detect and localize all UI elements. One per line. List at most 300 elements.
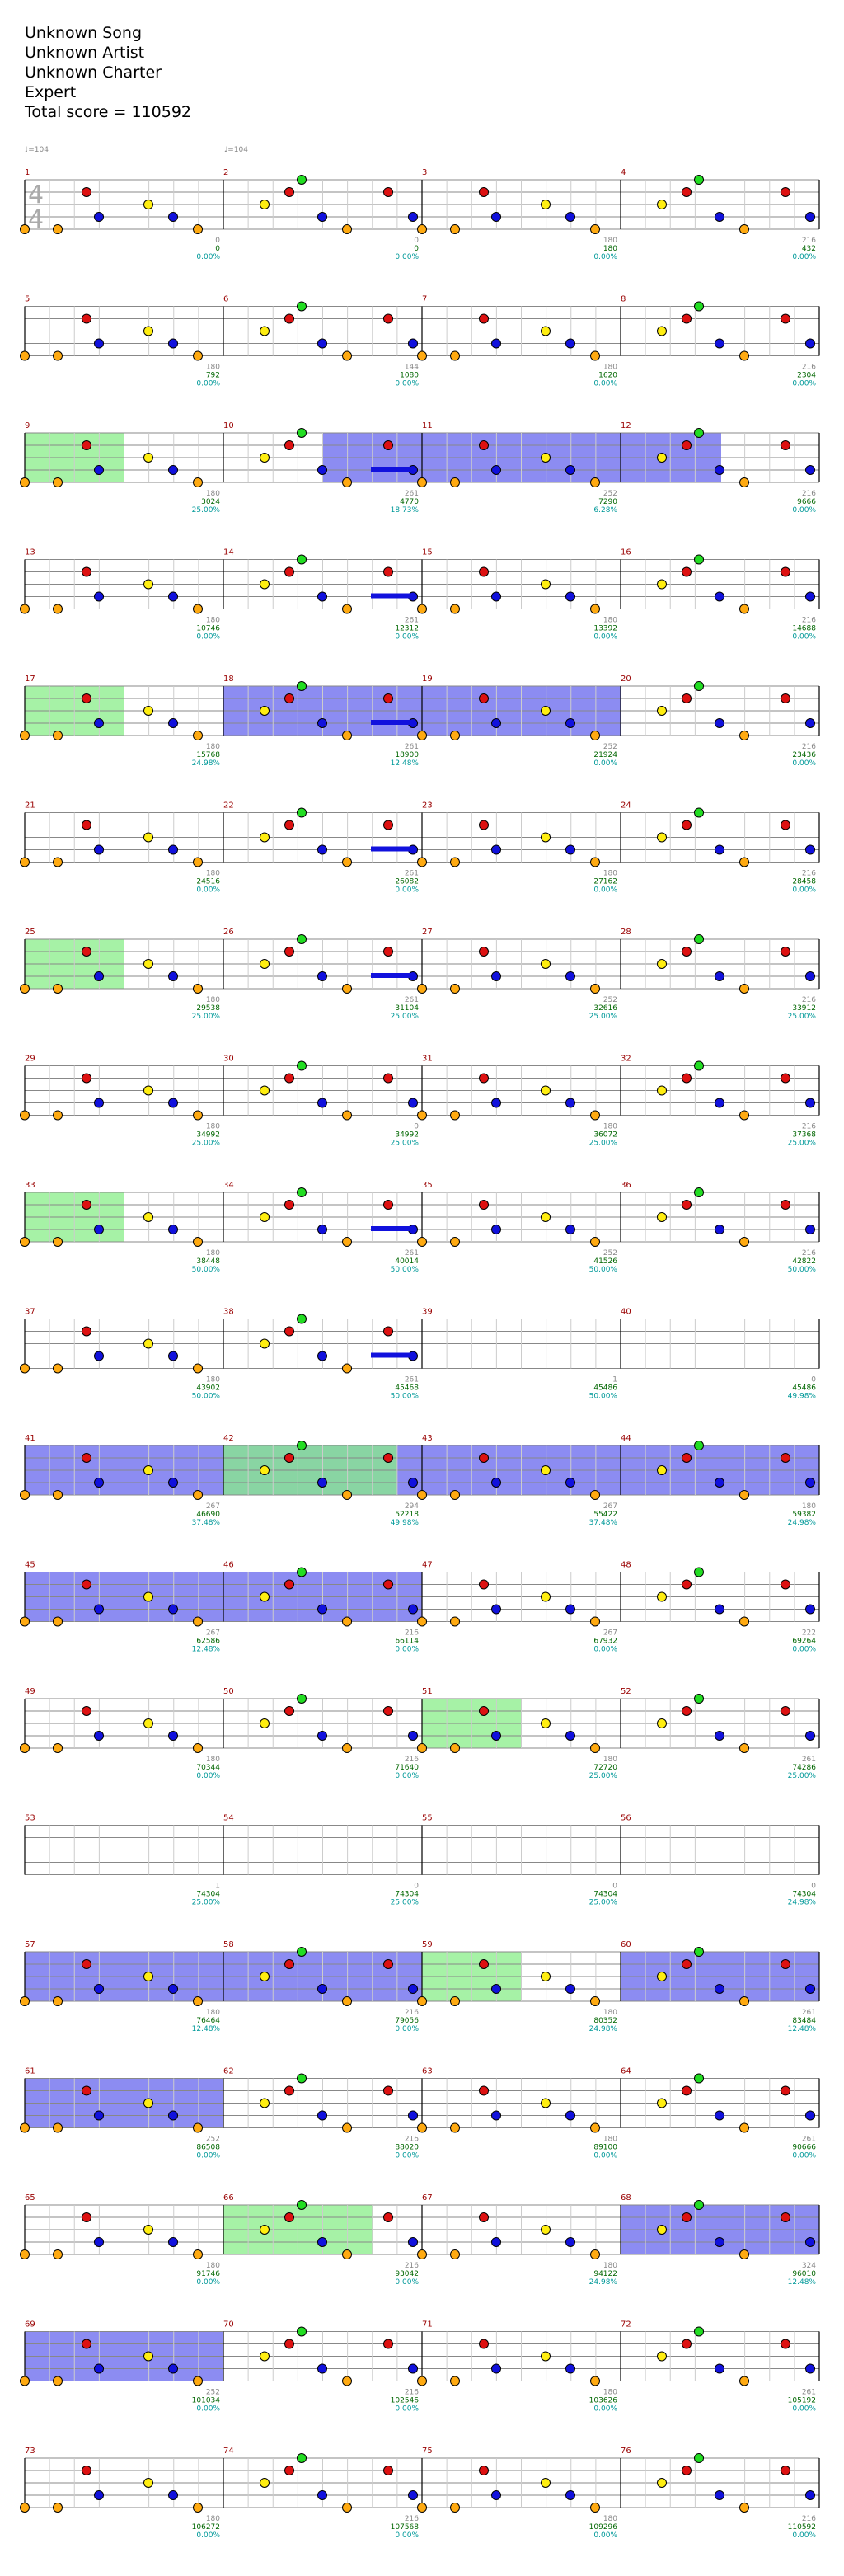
note-orange (194, 2503, 203, 2513)
note-red (82, 1074, 91, 1083)
note-orange (54, 985, 63, 994)
staff-row (21, 429, 820, 487)
note-blue (318, 1225, 327, 1234)
tick-label: 180 (603, 2135, 617, 2144)
note-blue (806, 1098, 815, 1107)
note-blue (806, 1605, 815, 1614)
tick-label: 180 (205, 1756, 220, 1764)
note-orange (21, 478, 30, 487)
tick-label: 180 (603, 363, 617, 372)
note-red (82, 2339, 91, 2348)
score-label: 38448 (196, 1257, 220, 1266)
score-label: 4770 (400, 498, 419, 506)
staff-row (21, 176, 820, 234)
note-blue (169, 972, 178, 981)
note-blue (806, 2491, 815, 2500)
score-label: 101034 (191, 2396, 220, 2405)
note-orange (451, 2123, 460, 2132)
note-yellow (144, 707, 153, 716)
note-yellow (658, 1086, 667, 1095)
note-blue (169, 1605, 178, 1614)
note-blue (715, 213, 724, 222)
staff-row (25, 1826, 819, 1875)
tick-label: 216 (801, 2515, 816, 2523)
score-label: 0 (414, 245, 419, 253)
note-red (781, 2339, 790, 2348)
score-label: 66114 (395, 1637, 419, 1646)
note-orange (194, 478, 203, 487)
score-label: 79056 (395, 2017, 419, 2025)
note-yellow (144, 1213, 153, 1222)
score-label: 34992 (395, 1131, 419, 1140)
measure-number: 40 (621, 1307, 631, 1317)
note-orange (591, 985, 600, 994)
tempo-marker: ♩=104 (25, 146, 49, 154)
percent-label: 0.00% (593, 759, 617, 768)
tick-label: 180 (205, 996, 220, 1004)
note-orange (591, 1744, 600, 1753)
tick-label: 216 (801, 996, 816, 1004)
score-label: 45486 (792, 1384, 816, 1393)
percent-label: 0.00% (593, 253, 617, 261)
score-label: 1620 (598, 371, 617, 380)
percent-label: 0.00% (395, 2278, 419, 2287)
score-label: 74304 (196, 1890, 220, 1899)
score-label: 88020 (395, 2143, 419, 2152)
measure-number: 24 (621, 801, 631, 811)
note-blue (806, 1732, 815, 1741)
measure-number: 30 (223, 1054, 234, 1064)
note-yellow (144, 2352, 153, 2361)
note-blue (169, 213, 178, 222)
note-blue (169, 2238, 178, 2247)
note-orange (343, 1491, 352, 1500)
sustain-blue (371, 594, 412, 599)
note-blue (715, 1225, 724, 1234)
note-orange (194, 1997, 203, 2006)
note-orange (54, 2503, 63, 2513)
note-green (695, 1568, 704, 1577)
note-red (82, 2086, 91, 2095)
note-blue (492, 972, 501, 981)
tick-label: 267 (205, 1629, 220, 1638)
note-yellow (658, 580, 667, 589)
measure-number: 3 (422, 168, 428, 177)
percent-label: 0.00% (196, 1772, 220, 1780)
note-green (695, 1948, 704, 1957)
tick-label: 216 (801, 616, 816, 625)
note-blue (566, 1985, 575, 1994)
note-green (695, 682, 704, 691)
note-orange (21, 985, 30, 994)
note-yellow (542, 580, 551, 589)
note-yellow (658, 960, 667, 969)
note-yellow (542, 2226, 551, 2235)
score-label: 0 (215, 245, 220, 253)
score-label: 90666 (792, 2143, 816, 2152)
note-yellow (658, 1466, 667, 1475)
note-blue (169, 1225, 178, 1234)
note-yellow (260, 2479, 270, 2488)
note-red (781, 820, 790, 830)
percent-label: 37.48% (588, 1519, 617, 1527)
note-red (82, 820, 91, 830)
note-red (480, 1580, 489, 1589)
tick-label: 216 (404, 2009, 419, 2017)
measure-number: 51 (422, 1687, 433, 1696)
note-blue (566, 2238, 575, 2247)
note-blue (95, 1351, 104, 1361)
tick-label: 261 (404, 616, 419, 625)
percent-label: 12.48% (787, 2278, 816, 2287)
note-red (682, 188, 692, 197)
note-green (298, 1188, 307, 1197)
note-orange (591, 1238, 600, 1247)
staff-row (21, 1314, 820, 1373)
note-blue (492, 1605, 501, 1614)
note-blue (318, 1985, 327, 1994)
note-yellow (260, 200, 270, 209)
note-orange (54, 731, 63, 740)
score-label: 74304 (395, 1890, 419, 1899)
score-label: 45468 (395, 1384, 419, 1393)
score-label: 24516 (196, 877, 220, 886)
tick-label: 180 (205, 2262, 220, 2270)
note-red (285, 1201, 294, 1210)
score-label: 45486 (593, 1384, 617, 1393)
note-orange (740, 858, 749, 867)
measure-number: 34 (223, 1181, 234, 1190)
tick-label: 0 (215, 237, 220, 245)
tick-label: 216 (801, 1249, 816, 1257)
note-blue (566, 1605, 575, 1614)
score-label: 103626 (588, 2396, 617, 2405)
percent-label: 0.00% (792, 1645, 816, 1654)
note-blue (169, 592, 178, 601)
note-blue (492, 2111, 501, 2120)
note-orange (194, 1617, 203, 1626)
percent-label: 0.00% (593, 379, 617, 388)
tick-label: 216 (404, 1756, 419, 1764)
score-label: 18900 (395, 751, 419, 759)
measure-number: 72 (621, 2320, 631, 2329)
measure-number: 57 (25, 1940, 35, 1949)
percent-label: 0.00% (593, 2531, 617, 2540)
note-green (695, 429, 704, 438)
tick-label: 0 (811, 1375, 816, 1384)
tick-label: 252 (603, 490, 617, 498)
note-yellow (260, 2226, 270, 2235)
measure-number: 59 (422, 1940, 433, 1949)
tick-label: 261 (404, 996, 419, 1004)
measure-number: 65 (25, 2193, 35, 2202)
note-blue (169, 1732, 178, 1741)
percent-label: 25.00% (588, 1013, 617, 1021)
note-green (298, 1568, 307, 1577)
note-orange (54, 2123, 63, 2132)
note-orange (343, 478, 352, 487)
note-red (781, 1454, 790, 1463)
score-label: 27162 (593, 877, 617, 886)
note-red (480, 1707, 489, 1716)
percent-label: 12.48% (787, 2025, 816, 2033)
measure-number: 13 (25, 548, 35, 557)
note-blue (318, 2111, 327, 2120)
note-red (285, 2466, 294, 2475)
note-green (298, 302, 307, 311)
note-red (781, 1580, 790, 1589)
note-orange (591, 858, 600, 867)
score-label: 91746 (196, 2270, 220, 2278)
note-blue (318, 339, 327, 348)
note-orange (591, 2123, 600, 2132)
score-label: 42822 (792, 1257, 816, 1266)
note-blue (95, 466, 104, 475)
note-orange (740, 1997, 749, 2006)
score-label: 9666 (797, 498, 816, 506)
note-red (285, 2086, 294, 2095)
note-green (298, 1948, 307, 1957)
measure-number: 35 (422, 1181, 433, 1190)
note-yellow (144, 327, 153, 336)
note-orange (343, 858, 352, 867)
note-orange (54, 1617, 63, 1626)
measure-number: 21 (25, 801, 35, 811)
note-yellow (260, 707, 270, 716)
tick-label: 261 (404, 869, 419, 878)
note-red (82, 1454, 91, 1463)
note-blue (566, 1732, 575, 1741)
note-blue (169, 719, 178, 728)
measure-number: 22 (223, 801, 234, 811)
measure-number: 33 (25, 1181, 35, 1190)
score-label: 180 (603, 245, 617, 253)
note-blue (409, 2111, 418, 2120)
note-blue (806, 2364, 815, 2373)
note-yellow (542, 1213, 551, 1222)
note-blue (806, 2238, 815, 2247)
note-red (480, 1960, 489, 1969)
score-label: 15768 (196, 751, 220, 759)
note-red (682, 1707, 692, 1716)
note-red (384, 1327, 393, 1336)
note-orange (740, 2250, 749, 2259)
note-yellow (260, 1466, 270, 1475)
tick-label: 252 (603, 1249, 617, 1257)
note-orange (21, 1491, 30, 1500)
tick-label: 180 (205, 363, 220, 372)
note-red (384, 188, 393, 197)
percent-label: 0.00% (792, 632, 816, 642)
note-green (695, 1188, 704, 1197)
note-blue (492, 592, 501, 601)
note-red (781, 188, 790, 197)
measure-number: 50 (223, 1687, 234, 1696)
tick-label: 180 (603, 616, 617, 625)
score-label: 106272 (191, 2523, 220, 2531)
score-label: 26082 (395, 877, 419, 886)
percent-label: 0.00% (395, 2531, 419, 2540)
note-orange (451, 2250, 460, 2259)
note-blue (492, 1732, 501, 1741)
measure-number: 20 (621, 675, 631, 684)
note-red (82, 1580, 91, 1589)
note-red (285, 1707, 294, 1716)
note-orange (54, 478, 63, 487)
note-orange (451, 1111, 460, 1120)
note-orange (343, 985, 352, 994)
measure-number: 58 (223, 1940, 234, 1949)
note-orange (451, 351, 460, 360)
note-green (695, 2074, 704, 2083)
measure-number: 54 (223, 1813, 234, 1823)
score-label: 107568 (390, 2523, 419, 2531)
percent-label: 25.00% (191, 1898, 220, 1907)
note-orange (740, 351, 749, 360)
score-label: 71640 (395, 1764, 419, 1772)
score-label: 102546 (390, 2396, 419, 2405)
note-orange (194, 604, 203, 613)
tick-label: 180 (205, 2515, 220, 2523)
percent-label: 0.00% (792, 2531, 816, 2540)
percent-label: 50.00% (191, 1266, 220, 1274)
note-red (285, 820, 294, 830)
measure-number: 10 (223, 421, 234, 430)
note-orange (740, 2376, 749, 2386)
note-yellow (658, 1213, 667, 1222)
note-blue (492, 719, 501, 728)
note-orange (54, 225, 63, 234)
note-blue (492, 845, 501, 854)
note-red (480, 2213, 489, 2222)
percent-label: 0.00% (792, 2151, 816, 2160)
note-red (82, 1201, 91, 1210)
note-red (384, 2213, 393, 2222)
note-blue (715, 2364, 724, 2373)
note-blue (566, 1098, 575, 1107)
note-blue (95, 1225, 104, 1234)
note-blue (169, 2491, 178, 2500)
score-label: 74304 (792, 1890, 816, 1899)
measure-number: 63 (422, 2066, 433, 2076)
tick-label: 180 (603, 2009, 617, 2017)
tick-label: 180 (801, 1502, 816, 1511)
note-yellow (542, 200, 551, 209)
sustain-blue (371, 720, 412, 725)
note-yellow (658, 2099, 667, 2108)
score-label: 33912 (792, 1004, 816, 1013)
measure-number: 12 (621, 421, 631, 430)
note-yellow (144, 1086, 153, 1095)
score-label: 32616 (593, 1004, 617, 1013)
note-orange (21, 2503, 30, 2513)
score-label: 3024 (201, 498, 220, 506)
percent-label: 24.98% (787, 1519, 816, 1527)
tick-label: 267 (205, 1502, 220, 1511)
note-orange (740, 1617, 749, 1626)
note-orange (54, 1491, 63, 1500)
note-yellow (260, 2352, 270, 2361)
note-blue (806, 2111, 815, 2120)
note-green (695, 935, 704, 944)
note-orange (591, 731, 600, 740)
staff-row (21, 1188, 820, 1247)
note-red (480, 1201, 489, 1210)
score-label: 96010 (792, 2270, 816, 2278)
note-red (384, 314, 393, 323)
measure-number: 5 (25, 294, 30, 304)
note-green (298, 555, 307, 564)
total-score: Total score = 110592 (25, 103, 191, 121)
note-orange (343, 2250, 352, 2259)
note-blue (806, 719, 815, 728)
percent-label: 0.00% (196, 379, 220, 388)
note-red (285, 1580, 294, 1589)
note-blue (806, 972, 815, 981)
note-red (480, 820, 489, 830)
measure-number: 56 (621, 1813, 631, 1823)
score-label: 110592 (787, 2523, 816, 2531)
note-orange (740, 1744, 749, 1753)
note-green (298, 935, 307, 944)
note-green (695, 1441, 704, 1450)
note-yellow (658, 2479, 667, 2488)
note-blue (169, 1478, 178, 1488)
note-yellow (542, 327, 551, 336)
note-red (781, 2213, 790, 2222)
note-green (298, 176, 307, 185)
score-label: 10746 (196, 624, 220, 633)
measure-number: 70 (223, 2320, 234, 2329)
measure-number: 52 (621, 1687, 631, 1696)
percent-label: 25.00% (588, 1898, 617, 1907)
note-green (298, 1061, 307, 1070)
note-orange (418, 604, 427, 613)
note-blue (715, 1732, 724, 1741)
measure-number: 44 (621, 1434, 631, 1443)
score-label: 94122 (593, 2270, 617, 2278)
note-orange (194, 1744, 203, 1753)
note-orange (591, 2376, 600, 2386)
note-red (682, 2466, 692, 2475)
note-red (781, 1707, 790, 1716)
note-yellow (260, 1719, 270, 1728)
score-label: 89100 (593, 2143, 617, 2152)
note-orange (451, 225, 460, 234)
note-orange (343, 2376, 352, 2386)
note-red (480, 2339, 489, 2348)
percent-label: 24.98% (191, 759, 220, 768)
measure-number: 46 (223, 1560, 234, 1570)
percent-label: 0.00% (593, 886, 617, 895)
note-green (695, 176, 704, 185)
note-yellow (542, 1719, 551, 1728)
note-blue (492, 339, 501, 348)
note-orange (451, 731, 460, 740)
note-orange (740, 604, 749, 613)
note-orange (343, 731, 352, 740)
note-orange (451, 1744, 460, 1753)
note-blue (95, 1732, 104, 1741)
note-yellow (260, 1592, 270, 1601)
note-yellow (542, 1972, 551, 1981)
measure-number: 37 (25, 1307, 35, 1317)
note-orange (740, 985, 749, 994)
note-red (781, 567, 790, 576)
sustain-blue (371, 1226, 412, 1231)
measure-number: 29 (25, 1054, 35, 1064)
note-orange (591, 351, 600, 360)
